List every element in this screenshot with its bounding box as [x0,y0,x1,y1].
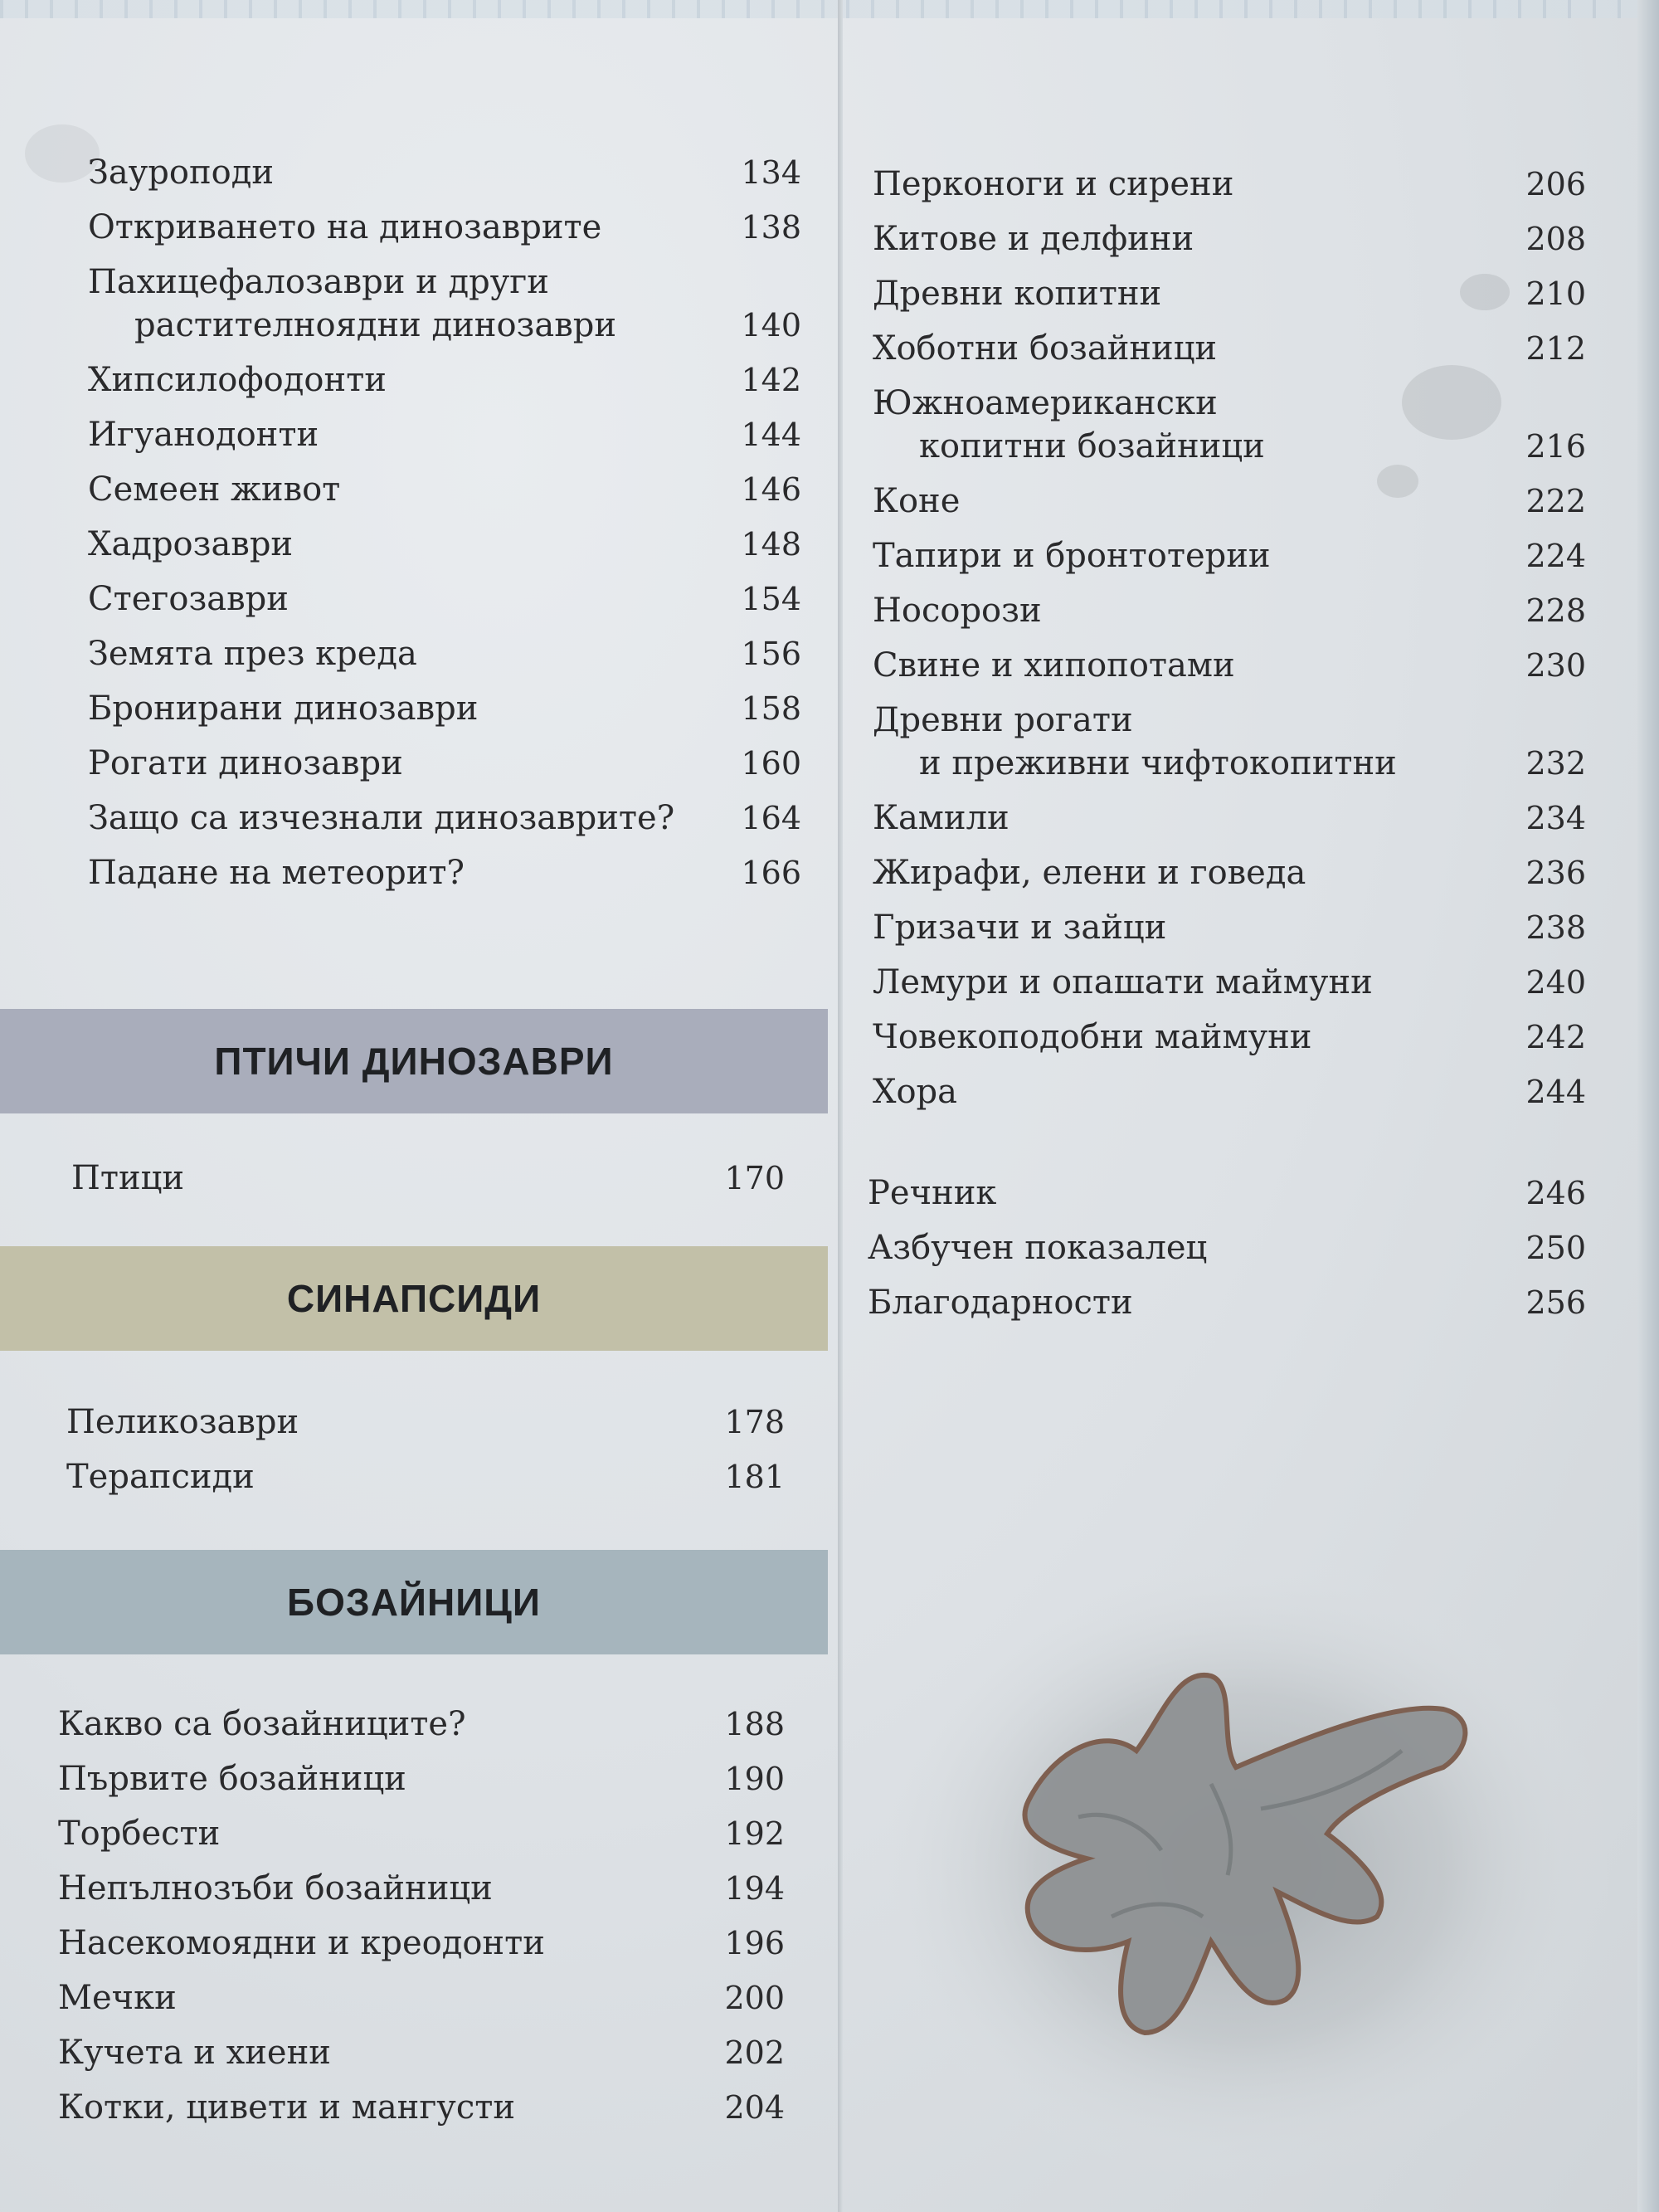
entry-page-number: 154 [741,581,801,617]
toc-birds [71,1157,785,1211]
entry-title: Защо са изчезнали динозаврите? [88,799,675,837]
toc-entry [873,1070,1586,1113]
section-heading-birds: ПТИЧИ ДИНОЗАВРИ [0,1009,828,1113]
entry-page-number: 242 [1525,1019,1586,1055]
entry-page-number: 208 [1525,221,1586,257]
entry-page-number: 210 [1525,275,1586,312]
entry-page-number: 164 [741,800,801,836]
entry-page-number: 236 [1525,855,1586,891]
notebook-edge [0,0,1659,18]
entry-page-number: 166 [741,855,801,891]
toc-entry [873,327,1586,370]
entry-page-number: 222 [1525,483,1586,519]
entry-title: Древни рогати [873,701,1133,739]
toc-entry [88,797,801,840]
entry-title: Камили [873,799,1010,837]
entry-title: Откриването на динозаврите [88,208,602,246]
entry-title: Какво са бозайниците? [58,1705,466,1743]
entry-title-continued: копитни бозайници [919,427,1265,465]
entry-title: Насекомоядни и креодонти [58,1924,545,1962]
toc-entry [58,2086,785,2129]
entry-title: Мечки [58,1979,177,2017]
toc-entry [873,644,1586,687]
entry-page-number: 206 [1525,166,1586,202]
entry-title: Земята през креда [88,635,417,673]
entry-page-number: 238 [1525,909,1586,946]
entry-title: Речник [868,1174,997,1212]
toc-entry [88,577,801,621]
entry-title-continued: и преживни чифтокопитни [919,744,1397,782]
toc-entry [873,699,1586,785]
toc-back-matter [868,1172,1586,1336]
entry-title-continued: растителноядни динозаври [134,306,616,344]
toc-entry [58,1976,785,2020]
entry-page-number: 230 [1525,647,1586,684]
entry-title: Коне [873,482,961,520]
toc-entry [88,523,801,566]
entry-page-number: 202 [724,2034,785,2071]
entry-title: Първите бозайници [58,1760,406,1798]
entry-page-number: 232 [1525,745,1586,782]
entry-title: Котки, цивети и мангусти [58,2088,516,2127]
entry-page-number: 190 [724,1761,785,1797]
entry-page-number: 148 [741,526,801,563]
entry-page-number: 216 [1525,428,1586,465]
toc-entry [873,217,1586,261]
entry-title: Хора [873,1073,958,1111]
entry-title: Древни копитни [873,275,1162,313]
entry-page-number: 134 [741,154,801,191]
toc-entry [873,272,1586,315]
entry-title: Азбучен показалец [868,1229,1208,1267]
toc-entry [58,1812,785,1855]
toc-entry [88,413,801,456]
entry-page-number: 192 [724,1815,785,1852]
toc-entry [873,589,1586,632]
entry-page-number: 240 [1525,964,1586,1001]
toc-entry [873,480,1586,523]
section-heading-synapsids: СИНАПСИДИ [0,1246,828,1351]
entry-page-number: 140 [741,307,801,343]
entry-title: Непълнозъби бозайници [58,1869,493,1907]
entry-page-number: 170 [724,1160,785,1196]
entry-page-number: 178 [724,1404,785,1440]
toc-entry [88,261,801,347]
entry-page-number: 256 [1525,1284,1586,1321]
toc-entry [71,1157,785,1200]
entry-page-number: 196 [724,1925,785,1961]
entry-title: Пахицефалозаври и други [88,263,549,301]
fossil-handprint-icon [863,1535,1618,2182]
entry-title: Китове и делфини [873,220,1194,258]
entry-title: Пеликозаври [66,1403,299,1441]
page-edge-shadow [1637,0,1659,2212]
entry-title: Носорози [873,592,1042,630]
toc-left-top [88,151,801,906]
toc-mammals [58,1703,785,2141]
entry-page-number: 138 [741,209,801,246]
entry-title: Рогати динозаври [88,744,403,782]
toc-entry [868,1172,1586,1215]
entry-page-number: 194 [724,1870,785,1907]
entry-page-number: 224 [1525,538,1586,574]
toc-entry [88,206,801,249]
entry-page-number: 181 [724,1459,785,1495]
entry-page-number: 228 [1525,592,1586,629]
toc-entry [873,382,1586,468]
toc-entry [66,1401,785,1444]
entry-title: Птици [71,1159,185,1197]
entry-page-number: 146 [741,471,801,508]
entry-title: Хоботни бозайници [873,329,1218,368]
entry-page-number: 250 [1525,1230,1586,1266]
toc-entry [873,961,1586,1004]
toc-entry [88,358,801,402]
entry-page-number: 212 [1525,330,1586,367]
entry-page-number: 142 [741,362,801,398]
entry-page-number: 160 [741,745,801,782]
entry-title: Семеен живот [88,470,341,509]
toc-entry [873,851,1586,894]
toc-entry [88,151,801,194]
entry-title: Зауроподи [88,153,275,192]
entry-title: Свине и хипопотами [873,646,1235,685]
toc-entry [88,687,801,730]
toc-entry [868,1281,1586,1324]
toc-entry [58,1867,785,1910]
entry-title: Хипсилофодонти [88,361,387,399]
toc-right [873,163,1586,1125]
entry-page-number: 156 [741,636,801,672]
entry-title: Бронирани динозаври [88,689,479,728]
toc-entry [873,534,1586,577]
toc-entry [58,1922,785,1965]
entry-title: Кучета и хиени [58,2034,331,2072]
entry-page-number: 246 [1525,1175,1586,1211]
toc-entry [873,797,1586,840]
entry-page-number: 200 [724,1980,785,2016]
entry-title: Хадрозаври [88,525,294,563]
entry-title: Терапсиди [66,1458,255,1496]
toc-entry [66,1455,785,1498]
entry-page-number: 244 [1525,1074,1586,1110]
entry-title: Игуанодонти [88,416,319,454]
entry-title: Благодарности [868,1284,1133,1322]
toc-entry [88,468,801,511]
entry-title: Перконоги и сирени [873,165,1234,203]
toc-entry [88,851,801,894]
toc-entry [58,2031,785,2074]
toc-entry [868,1226,1586,1269]
entry-page-number: 204 [724,2089,785,2126]
toc-entry [58,1757,785,1800]
entry-title: Тапири и бронтотерии [873,537,1271,575]
entry-title: Лемури и опашати маймуни [873,963,1373,1001]
toc-synapsids [66,1401,785,1510]
entry-title: Човекоподобни маймуни [873,1018,1312,1056]
entry-title: Южноамерикански [873,384,1218,422]
entry-page-number: 234 [1525,800,1586,836]
toc-entry [873,1016,1586,1059]
toc-entry [88,742,801,785]
section-heading-mammals: БОЗАЙНИЦИ [0,1550,828,1654]
entry-page-number: 188 [724,1706,785,1742]
entry-page-number: 158 [741,690,801,727]
entry-title: Падане на метеорит? [88,854,465,892]
column-gutter [838,0,843,2212]
toc-entry [873,906,1586,949]
entry-page-number: 144 [741,417,801,453]
entry-title: Гризачи и зайци [873,909,1167,947]
toc-entry [873,163,1586,206]
entry-title: Торбести [58,1815,221,1853]
toc-entry [88,632,801,675]
toc-entry [58,1703,785,1746]
entry-title: Жирафи, елени и говеда [873,854,1306,892]
entry-title: Стегозаври [88,580,289,618]
